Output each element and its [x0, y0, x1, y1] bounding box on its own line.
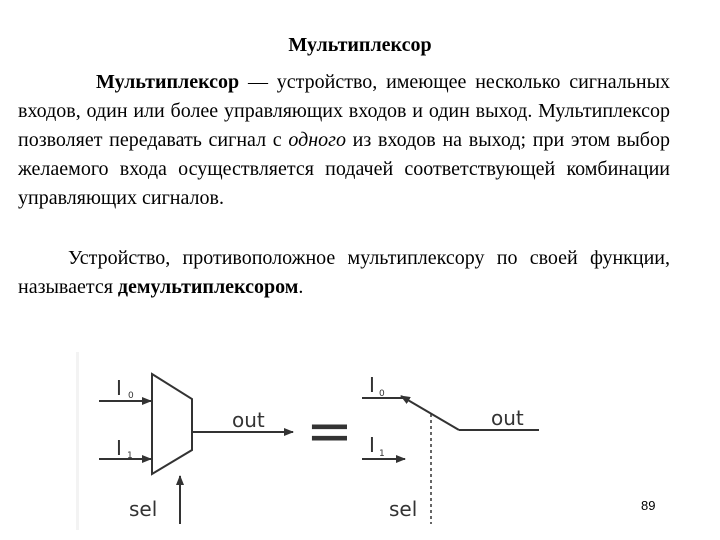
input0-label: I: [116, 376, 122, 400]
select-label: sel: [129, 497, 158, 521]
switch-input0-label: I: [369, 373, 375, 397]
switch-select-label: sel: [389, 497, 418, 521]
paragraph-demultiplexer: [18, 244, 670, 302]
output-label: out: [232, 408, 265, 432]
mux-trapezoid: [152, 374, 192, 474]
equals-sign: =: [306, 399, 353, 464]
term-demultiplexer: демультиплексором: [117, 276, 299, 298]
switch-output-label: out: [491, 406, 524, 430]
paragraph-definition: [18, 68, 670, 213]
switch-input1-subscript: 1: [379, 449, 385, 459]
multiplexer-diagram: [76, 352, 667, 530]
term-multiplexer: Мультиплексор: [96, 71, 240, 93]
paragraph-definition-text-1: — устройство, имеющее несколько сигнальных входов, один или более управляющих входов и один выход. Мультиплексор позволяет передавать сигнал с: [18, 71, 670, 151]
page-title: Мультиплексор: [288, 34, 432, 56]
paragraph-demultiplexer-text: Устройство, противоположное мультиплексору по своей функции, называется: [18, 247, 670, 298]
switch-input0-subscript: 0: [379, 389, 385, 399]
multiplexer-diagram-svg: [79, 352, 667, 530]
input0-subscript: 0: [128, 391, 134, 401]
emphasis-one: одного: [288, 129, 346, 151]
page-number: 89: [641, 498, 656, 513]
switch-lever: [401, 396, 459, 430]
paragraph-demultiplexer-end: .: [298, 276, 304, 298]
switch-input1-label: I: [369, 433, 375, 457]
input1-subscript: 1: [127, 451, 133, 461]
input1-label: I: [116, 436, 122, 460]
paragraph-definition-text-2: из входов на выход; при этом выбор желаемого входа осуществляется подачей соответствующей комбинации управляющих сигналов.: [18, 129, 670, 209]
